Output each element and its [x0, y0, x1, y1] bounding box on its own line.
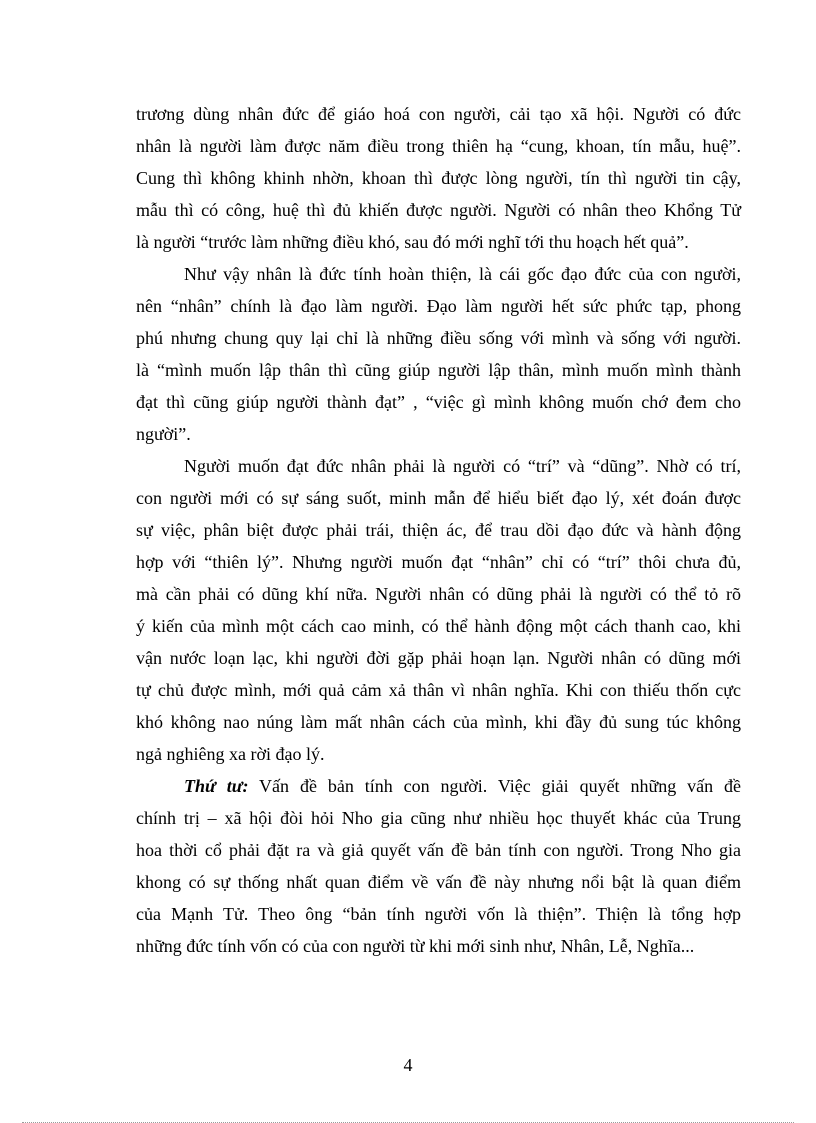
paragraph-1-line-5: là người “trước làm những điều khó, sau đó mới nghĩ tới thu hoạch hết quả”. [136, 232, 689, 252]
paragraph-4-line-6: những đức tính vốn có của con người từ khi mới sinh như, Nhân, Lễ, Nghĩa... [136, 936, 695, 956]
paragraph-3-line-8: tự chủ được mình, mới quả cảm xả thân vì nhân nghĩa. Khi con thiếu thốn cực [136, 680, 741, 700]
paragraph-2-line-5: đạt thì cũng giúp người thành đạt” , “việc gì mình không muốn chớ đem cho [136, 392, 741, 412]
paragraph-4-line-3: hoa thời cổ phải đặt ra và giả quyết vấn đề bản tính con người. Trong Nho gia [136, 840, 741, 860]
paragraph-3-line-9: khó không nao núng làm mất nhân cách của mình, khi đầy đủ sung túc không [136, 712, 741, 732]
paragraph-3-line-10: ngả nghiêng xa rời đạo lý. [136, 744, 325, 764]
paragraph-1-line-1: trương dùng nhân đức để giáo hoá con người, cải tạo xã hội. Người có đức [136, 104, 741, 124]
paragraph-3-line-5: mà cần phải có dũng khí nữa. Người nhân có dũng phải là người có thể tỏ rõ [136, 584, 741, 604]
paragraph-3-line-4: hợp với “thiên lý”. Nhưng người muốn đạt “nhân” chỉ có “trí” thôi chưa đủ, [136, 552, 741, 572]
paragraph-4-line-5: của Mạnh Tử. Theo ông “bản tính người vốn là thiện”. Thiện là tổng hợp [136, 904, 741, 924]
paragraph-3-line-1: Người muốn đạt đức nhân phải là người có “trí” và “dũng”. Nhờ có trí, [184, 456, 741, 476]
paragraph-1-line-4: mẫu thì có công, huệ thì đủ khiến được người. Người có nhân theo Khổng Tử [136, 200, 741, 220]
paragraph-4-line-1-text: Vấn đề bản tính con người. Việc giải quyết những vấn đề [248, 776, 741, 796]
paragraph-2-line-1: Như vậy nhân là đức tính hoàn thiện, là cái gốc đạo đức của con người, [184, 264, 741, 284]
paragraph-2-line-4: là “mình muốn lập thân thì cũng giúp người lập thân, mình muốn mình thành [136, 360, 741, 380]
paragraph-2-line-2: nên “nhân” chính là đạo làm người. Đạo làm người hết sức phức tạp, phong [136, 296, 741, 316]
paragraph-3-line-7: vận nước loạn lạc, khi người đời gặp phải hoạn lạn. Người nhân có dũng mới [136, 648, 741, 668]
paragraph-3-line-2: con người mới có sự sáng suốt, minh mẫn để hiểu biết đạo lý, xét đoán được [136, 488, 741, 508]
paragraph-4-line-1 [184, 775, 741, 797]
paragraph-3-line-3: sự việc, phân biệt được phải trái, thiện ác, để trau dồi đạo đức và hành động [136, 520, 741, 540]
paragraph-2-line-3: phú nhưng chung quy lại chỉ là những điều sống với mình và sống với người. [136, 328, 741, 348]
page-number: 4 [403, 1055, 413, 1075]
paragraph-1-line-2: nhân là người làm được năm điều trong thiên hạ “cung, khoan, tín mẫu, huệ”. [136, 136, 741, 156]
section-lead: Thứ tư: [184, 776, 249, 796]
paragraph-3-line-6: ý kiến của mình một cách cao minh, có thể hành động một cách thanh cao, khi [136, 616, 741, 636]
paragraph-1-line-3: Cung thì không khinh nhờn, khoan thì được lòng người, tín thì người tin cậy, [136, 168, 741, 188]
paragraph-4-line-2: chính trị – xã hội đòi hỏi Nho gia cũng như nhiều học thuyết khác của Trung [136, 808, 741, 828]
paragraph-4-line-4: khong có sự thống nhất quan điểm về vấn đề này nhưng nổi bật là quan điểm [136, 872, 741, 892]
paragraph-2-line-6: người”. [136, 424, 191, 444]
